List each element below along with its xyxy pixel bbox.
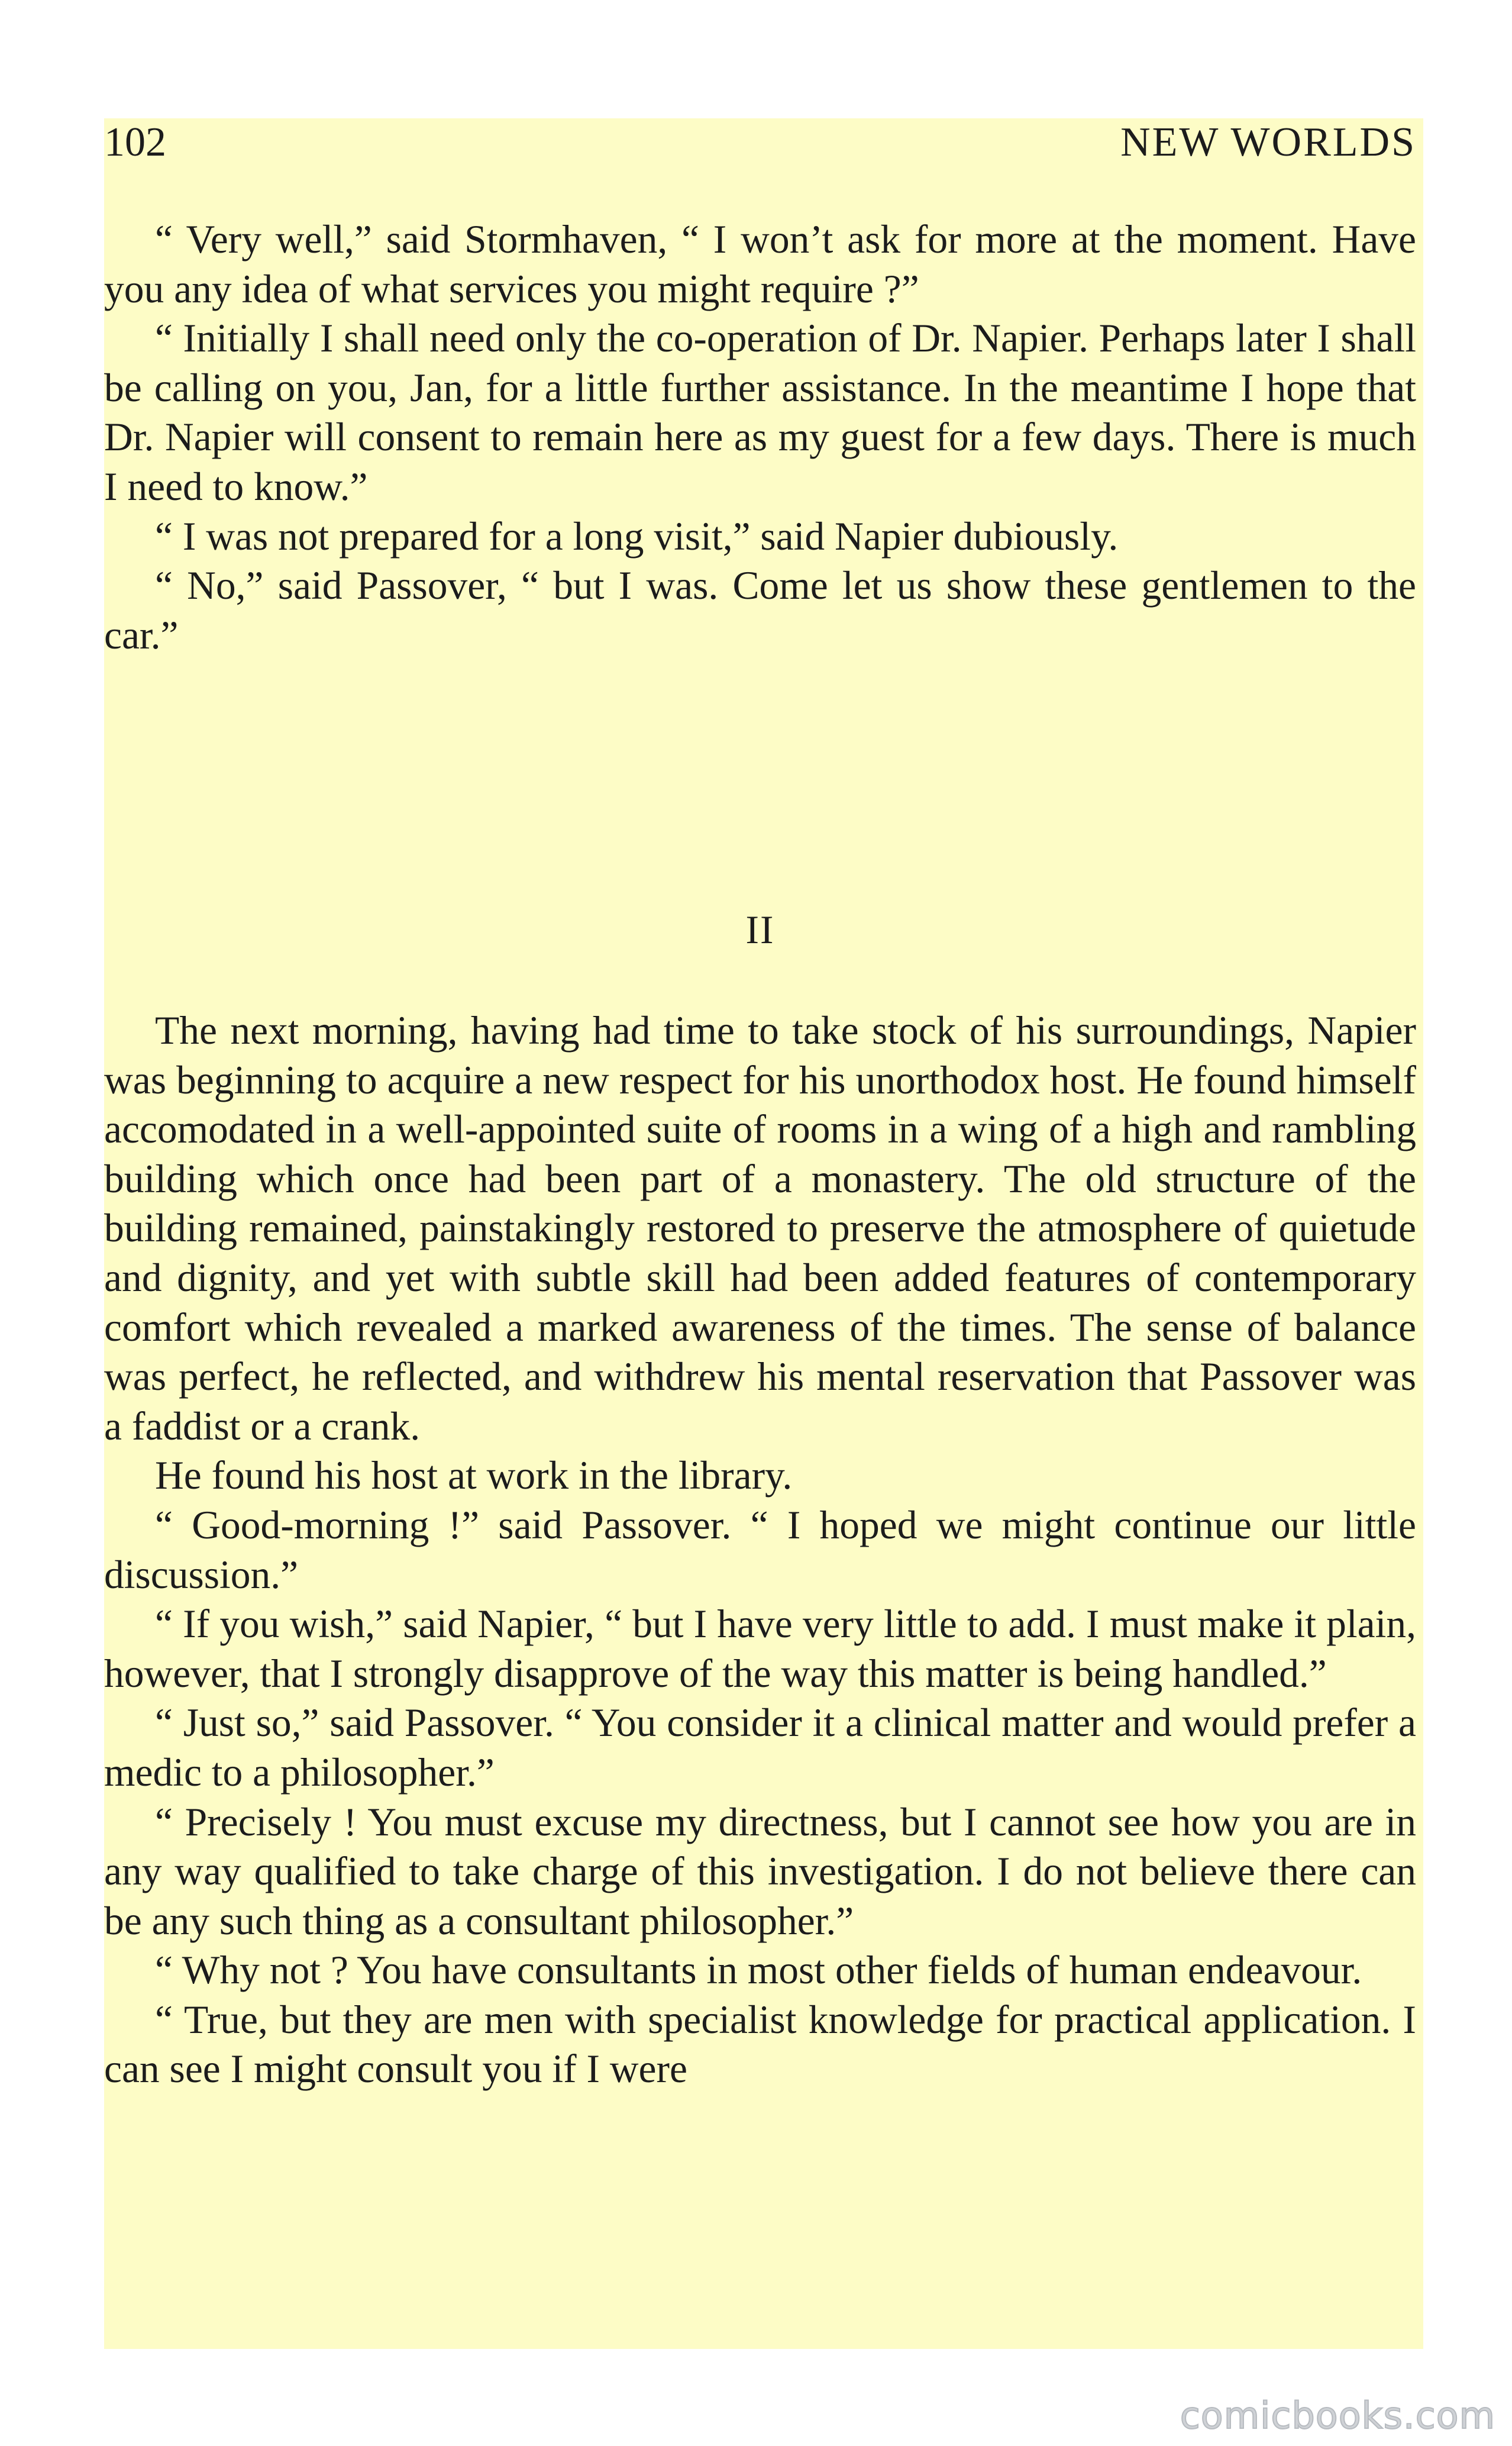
paragraph: “ No,” said Passover, “ but I was. Come let us show these gentlemen to the car.” [104, 563, 1416, 657]
paragraph: The next morning, having had time to take stock of his surroundings, Napier was beginning to acquire a new respect for his unorthodox host. He found himself accomodated in a well-appointed suite of rooms in a wing of a high and rambling building which once had been part of a monastery. The old structure of the building remained, painstakingly restored to preserve the atmosphere of quietude and dignity, and yet with subtle skill had been added features of contemporary comfort which revealed a marked awareness of the times. The sense of balance was perfect, he reflected, and withdrew his mental reservation that Passover was a faddist or a crank. [104, 1008, 1416, 1448]
journal-title: NEW WORLDS [1120, 120, 1416, 165]
text-block-after-break [104, 1006, 1416, 2094]
paragraph: “ True, but they are men with specialist knowledge for practical application. I can see I might consult you if I were [104, 1997, 1416, 2092]
paragraph: “ If you wish,” said Napier, “ but I have very little to add. I must make it plain, however, that I strongly disapprove of the way this matter is being handled.” [104, 1602, 1416, 1696]
page-number: 102 [104, 120, 166, 165]
paragraph: “ I was not prepared for a long visit,” said Napier dubiously. [155, 514, 1119, 559]
paragraph: “ Precisely ! You must excuse my directness, but I cannot see how you are in any way qualified to take charge of this investigation. I do not believe there can be any such thing as a consultant philosopher.” [104, 1799, 1416, 1943]
paragraph: “ Initially I shall need only the co-operation of Dr. Napier. Perhaps later I shall be calling on you, Jan, for a little further assistance. In the meantime I hope that Dr. Napier will consent to remain here as my guest for a few days. There is much I need to know.” [104, 316, 1416, 509]
paragraph: “ Why not ? You have consultants in most other fields of human endeavour. [155, 1948, 1362, 1993]
paragraph: “ Very well,” said Stormhaven, “ I won’t ask for more at the moment. Have you any idea of what services you might require ?” [104, 217, 1416, 311]
watermark-logo: comicbooks.com [1180, 2394, 1495, 2437]
running-head [104, 116, 1416, 169]
text-block-before-break [104, 215, 1416, 660]
section-numeral: II [745, 908, 775, 952]
paragraph: He found his host at work in the library. [155, 1453, 793, 1498]
paragraph: “ Just so,” said Passover. “ You consider it a clinical matter and would prefer a medic to a philosopher.” [104, 1700, 1416, 1795]
paragraph: “ Good-morning !” said Passover. “ I hoped we might continue our little discussion.” [104, 1502, 1416, 1597]
